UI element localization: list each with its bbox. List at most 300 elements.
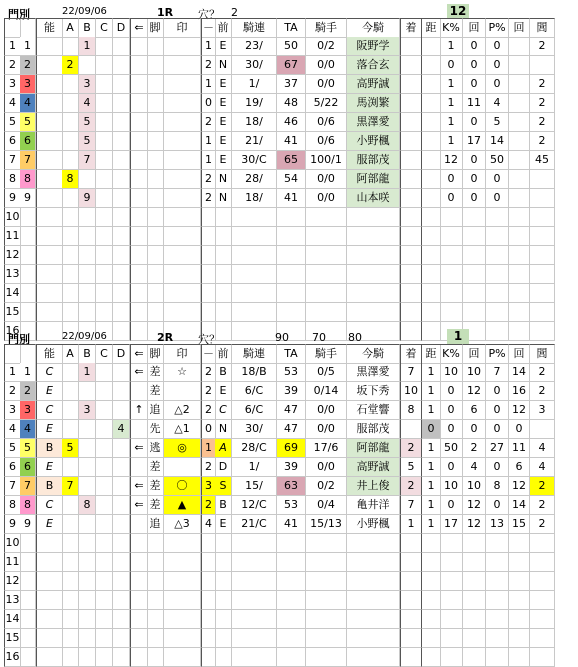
cell-A (62, 75, 79, 94)
cell-dash: 2 (201, 401, 216, 420)
cell-chaku (400, 170, 422, 189)
cell-ken (530, 170, 555, 189)
cell-kai: 17 (463, 132, 486, 151)
col-header-P: P% (486, 18, 509, 38)
cell-nou (36, 284, 63, 303)
cell-ken: 4 (530, 458, 555, 477)
cell-kai: 10 (463, 363, 486, 382)
cell-arrow (130, 284, 148, 303)
table-row (4, 477, 574, 496)
cell-B: 9 (79, 189, 96, 208)
cell-kyori: 1 (421, 363, 441, 382)
cell-kiren (232, 572, 277, 591)
cell-frame (20, 227, 36, 246)
cell-TA: 41 (277, 132, 306, 151)
table-row (4, 227, 574, 246)
cell-kyaku: 追 (147, 401, 164, 420)
cell-kiren: 21/C (232, 515, 277, 534)
cell-C (96, 477, 113, 496)
cell-frame: 1 (20, 37, 36, 56)
cell-kiren: 30/C (232, 151, 277, 170)
cell-kai: 0 (463, 189, 486, 208)
cell-C (96, 170, 113, 189)
cell-kyori: 1 (421, 477, 441, 496)
cell-kiren (232, 284, 277, 303)
cell-TA: 54 (277, 170, 306, 189)
cell-B (79, 648, 96, 667)
cell-kyaku (147, 553, 164, 572)
cell-D (113, 439, 130, 458)
cell-dash: 2 (201, 189, 216, 208)
cell-kai (463, 610, 486, 629)
table-row (4, 37, 574, 56)
cell-kai: 12 (463, 515, 486, 534)
cell-kai2 (509, 303, 530, 322)
cell-kishu (306, 265, 347, 284)
cell-kon (347, 246, 400, 265)
cell-nou (36, 94, 63, 113)
cell-dash (201, 553, 216, 572)
cell-kyori: 1 (421, 401, 441, 420)
cell-A (62, 284, 79, 303)
cell-arrow (130, 629, 148, 648)
cell-kon: 落合玄 (347, 56, 400, 75)
col-header-frame (20, 344, 36, 364)
cell-TA (277, 572, 306, 591)
cell-nou (36, 629, 63, 648)
cell-kon (347, 208, 400, 227)
cell-kyaku (147, 265, 164, 284)
cell-P: 0 (486, 56, 509, 75)
cell-shirushi (164, 629, 201, 648)
cell-mae: N (215, 170, 232, 189)
cell-mae (215, 227, 232, 246)
cell-D (113, 284, 130, 303)
cell-kyaku: 逃 (147, 439, 164, 458)
col-header-arrow: ⇐ (130, 344, 148, 364)
cell-K: 1 (440, 75, 463, 94)
table-row (4, 56, 574, 75)
cell-mae: S (215, 477, 232, 496)
cell-K: 12 (440, 151, 463, 170)
cell-frame (20, 534, 36, 553)
cell-ken (530, 534, 555, 553)
cell-arrow (130, 189, 148, 208)
cell-A (62, 572, 79, 591)
cell-dash: 4 (201, 515, 216, 534)
cell-kyaku (147, 75, 164, 94)
cell-arrow (130, 322, 148, 341)
cell-B: 1 (79, 37, 96, 56)
col-header-A: A (62, 18, 79, 38)
cell-kai2: 11 (509, 439, 530, 458)
cell-P: 0 (486, 37, 509, 56)
cell-frame: 2 (20, 56, 36, 75)
cell-kiren: 30/ (232, 56, 277, 75)
cell-kyori: 1 (421, 439, 441, 458)
cell-kyaku (147, 246, 164, 265)
col-header-dash: － (201, 344, 216, 364)
cell-kishu: 0/0 (306, 401, 347, 420)
cell-P (486, 572, 509, 591)
cell-P (486, 648, 509, 667)
col-header-chaku: 着 (400, 344, 422, 364)
cell-TA: 47 (277, 420, 306, 439)
cell-kai2 (509, 227, 530, 246)
cell-dash (201, 303, 216, 322)
cell-B (79, 515, 96, 534)
cell-kishu: 0/2 (306, 477, 347, 496)
cell-ken (530, 629, 555, 648)
cell-kiren (232, 227, 277, 246)
cell-mae (215, 284, 232, 303)
cell-kai2 (509, 648, 530, 667)
col-header-kon: 今騎 (347, 344, 400, 364)
cell-chaku (400, 420, 422, 439)
col-header-arrow: ⇐ (130, 18, 148, 38)
cell-D (113, 515, 130, 534)
cell-arrow (130, 227, 148, 246)
cell-frame: 3 (20, 401, 36, 420)
table-row (4, 534, 574, 553)
cell-kon: 亀井洋 (347, 496, 400, 515)
cell-dash (201, 265, 216, 284)
cell-kishu: 0/6 (306, 132, 347, 151)
cell-kyaku (147, 227, 164, 246)
cell-dash (201, 227, 216, 246)
cell-K: 0 (440, 496, 463, 515)
cell-mae: E (215, 94, 232, 113)
cell-kiren: 6/C (232, 382, 277, 401)
cell-chaku (400, 151, 422, 170)
cell-frame: 2 (20, 382, 36, 401)
cell-B (79, 227, 96, 246)
col-header-kyori: 距 (421, 344, 441, 364)
cell-frame (20, 553, 36, 572)
cell-D (113, 363, 130, 382)
cell-arrow (130, 648, 148, 667)
cell-shirushi (164, 132, 201, 151)
cell-P: 5 (486, 113, 509, 132)
cell-K: 1 (440, 94, 463, 113)
cell-D (113, 401, 130, 420)
cell-C (96, 151, 113, 170)
col-header-kishu: 騎手 (306, 344, 347, 364)
cell-num: 2 (4, 382, 21, 401)
cell-P: 0 (486, 382, 509, 401)
cell-kishu: 100/1 (306, 151, 347, 170)
cell-B (79, 610, 96, 629)
cell-kyori (421, 113, 441, 132)
cell-nou (36, 591, 63, 610)
cell-kishu: 0/0 (306, 420, 347, 439)
cell-arrow (130, 75, 148, 94)
cell-ken: 2 (530, 113, 555, 132)
cell-kai: 11 (463, 94, 486, 113)
cell-kishu (306, 303, 347, 322)
cell-arrow (130, 553, 148, 572)
cell-D (113, 629, 130, 648)
cell-kyori (421, 56, 441, 75)
cell-kiren (232, 246, 277, 265)
table-row (4, 246, 574, 265)
cell-arrow (130, 151, 148, 170)
cell-kishu: 0/0 (306, 189, 347, 208)
cell-chaku (400, 572, 422, 591)
cell-TA: 46 (277, 113, 306, 132)
cell-shirushi: △1 (164, 420, 201, 439)
cell-kai: 12 (463, 496, 486, 515)
cell-kishu: 0/0 (306, 170, 347, 189)
cell-kyaku (147, 303, 164, 322)
cell-kai: 0 (463, 113, 486, 132)
race-number-1: 1R (157, 6, 174, 19)
cell-ken: 2 (530, 75, 555, 94)
cell-kyaku: 差 (147, 382, 164, 401)
cell-D (113, 151, 130, 170)
col-header-ken: 閭 (530, 18, 555, 38)
cell-ken (530, 246, 555, 265)
table-row (4, 94, 574, 113)
cell-ken (530, 553, 555, 572)
cell-chaku: 2 (400, 477, 422, 496)
cell-K (440, 629, 463, 648)
cell-A: 7 (62, 477, 79, 496)
badge-2: 1 (447, 329, 469, 344)
cell-kon: 井上俊 (347, 477, 400, 496)
cell-P: 0 (486, 170, 509, 189)
cell-shirushi (164, 553, 201, 572)
cell-kai2 (509, 534, 530, 553)
cell-dash (201, 591, 216, 610)
cell-num: 14 (4, 284, 21, 303)
cell-arrow (130, 56, 148, 75)
cell-C (96, 284, 113, 303)
cell-shirushi (164, 610, 201, 629)
cell-ken (530, 208, 555, 227)
cell-kyaku (147, 113, 164, 132)
cell-D (113, 227, 130, 246)
cell-ken: 4 (530, 439, 555, 458)
cell-B (79, 284, 96, 303)
table-row (4, 265, 574, 284)
table-row (4, 420, 574, 439)
col-header-kyori: 距 (421, 18, 441, 38)
table-row (4, 132, 574, 151)
col-header-TA: TA (277, 18, 306, 38)
cell-ken: 2 (530, 94, 555, 113)
cell-C (96, 382, 113, 401)
cell-K (440, 534, 463, 553)
cell-num: 9 (4, 189, 21, 208)
cell-arrow: ⇐ (130, 477, 148, 496)
cell-nou: E (36, 382, 63, 401)
cell-mae: E (215, 132, 232, 151)
cell-shirushi (164, 170, 201, 189)
cell-arrow: ⇐ (130, 496, 148, 515)
cell-kyori: 1 (421, 515, 441, 534)
cell-kyaku (147, 37, 164, 56)
cell-mae: B (215, 363, 232, 382)
cell-D (113, 382, 130, 401)
cell-C (96, 420, 113, 439)
cell-nou: E (36, 515, 63, 534)
cell-kyori: 1 (421, 496, 441, 515)
cell-num: 8 (4, 170, 21, 189)
cell-A (62, 113, 79, 132)
cell-B (79, 458, 96, 477)
cell-K (440, 572, 463, 591)
cell-A: 5 (62, 439, 79, 458)
cell-kai2 (509, 572, 530, 591)
cell-kon: 黒澤愛 (347, 113, 400, 132)
cell-P: 8 (486, 477, 509, 496)
cell-kai (463, 303, 486, 322)
cell-mae: E (215, 37, 232, 56)
col-header-C: C (96, 344, 113, 364)
cell-frame: 4 (20, 94, 36, 113)
cell-P (486, 610, 509, 629)
cell-frame: 8 (20, 496, 36, 515)
cell-dash: 3 (201, 477, 216, 496)
cell-mae: E (215, 75, 232, 94)
col-header-TA: TA (277, 344, 306, 364)
col-header-P: P% (486, 344, 509, 364)
cell-kyori: 0 (421, 420, 441, 439)
cell-arrow (130, 265, 148, 284)
cell-P (486, 553, 509, 572)
cell-nou (36, 227, 63, 246)
cell-kiren (232, 208, 277, 227)
cell-num: 6 (4, 132, 21, 151)
col-header-kiren: 騎連 (232, 18, 277, 38)
cell-K: 17 (440, 515, 463, 534)
cell-ken (530, 227, 555, 246)
cell-kon: 高野誠 (347, 458, 400, 477)
cell-P (486, 208, 509, 227)
col-header-dash: － (201, 18, 216, 38)
cell-kon: 黒澤愛 (347, 363, 400, 382)
cell-kyaku: 差 (147, 477, 164, 496)
cell-K: 1 (440, 113, 463, 132)
cell-num: 10 (4, 208, 21, 227)
cell-B: 3 (79, 75, 96, 94)
cell-num: 5 (4, 113, 21, 132)
ana-value-1: 2 (231, 6, 238, 19)
cell-kyaku: 差 (147, 363, 164, 382)
cell-C (96, 439, 113, 458)
cell-kyaku (147, 572, 164, 591)
cell-kyaku (147, 208, 164, 227)
cell-kai2 (509, 246, 530, 265)
cell-chaku (400, 303, 422, 322)
cell-A (62, 151, 79, 170)
cell-num: 13 (4, 591, 21, 610)
cell-ken (530, 572, 555, 591)
cell-D (113, 170, 130, 189)
cell-D (113, 572, 130, 591)
col-header-frame (20, 18, 36, 38)
table-row (4, 284, 574, 303)
cell-TA: 48 (277, 94, 306, 113)
cell-C (96, 363, 113, 382)
cell-arrow (130, 37, 148, 56)
cell-chaku (400, 56, 422, 75)
cell-kishu: 0/6 (306, 113, 347, 132)
cell-chaku (400, 534, 422, 553)
cell-K: 0 (440, 170, 463, 189)
cell-dash: 2 (201, 496, 216, 515)
cell-shirushi (164, 94, 201, 113)
cell-K (440, 265, 463, 284)
cell-kai: 0 (463, 75, 486, 94)
cell-C (96, 629, 113, 648)
cell-kyori (421, 572, 441, 591)
cell-C (96, 648, 113, 667)
cell-num: 15 (4, 629, 21, 648)
cell-kiren (232, 591, 277, 610)
cell-nou (36, 265, 63, 284)
cell-nou: C (36, 496, 63, 515)
cell-kyori (421, 648, 441, 667)
cell-kyori (421, 37, 441, 56)
cell-C (96, 246, 113, 265)
cell-TA: 37 (277, 75, 306, 94)
cell-ken: 3 (530, 401, 555, 420)
cell-arrow (130, 458, 148, 477)
cell-D (113, 56, 130, 75)
cell-kai2 (509, 94, 530, 113)
cell-kyori (421, 189, 441, 208)
cell-B (79, 629, 96, 648)
cell-nou (36, 322, 63, 341)
cell-shirushi (164, 151, 201, 170)
cell-frame: 6 (20, 132, 36, 151)
cell-num: 13 (4, 265, 21, 284)
cell-frame (20, 572, 36, 591)
cell-num: 11 (4, 227, 21, 246)
badge-1: 12 (447, 4, 469, 19)
cell-P (486, 246, 509, 265)
table-row (4, 629, 574, 648)
table-row (4, 113, 574, 132)
cell-C (96, 265, 113, 284)
cell-kiren: 28/ (232, 170, 277, 189)
cell-kai (463, 648, 486, 667)
cell-dash: 2 (201, 458, 216, 477)
cell-kon: 服部茂 (347, 151, 400, 170)
cell-kishu (306, 208, 347, 227)
race-date-2: 22/09/06 (62, 331, 107, 342)
cell-K (440, 284, 463, 303)
cell-mae: E (215, 515, 232, 534)
cell-K (440, 246, 463, 265)
cell-kiren: 23/ (232, 37, 277, 56)
cell-TA: 50 (277, 37, 306, 56)
cell-chaku (400, 94, 422, 113)
cell-C (96, 401, 113, 420)
cell-frame (20, 246, 36, 265)
cell-kyaku (147, 56, 164, 75)
cell-chaku (400, 591, 422, 610)
cell-ken (530, 189, 555, 208)
cell-shirushi: ☆ (164, 363, 201, 382)
cell-kai2 (509, 591, 530, 610)
cell-kyori (421, 265, 441, 284)
cell-A (62, 591, 79, 610)
cell-num: 14 (4, 610, 21, 629)
cell-kai2 (509, 113, 530, 132)
